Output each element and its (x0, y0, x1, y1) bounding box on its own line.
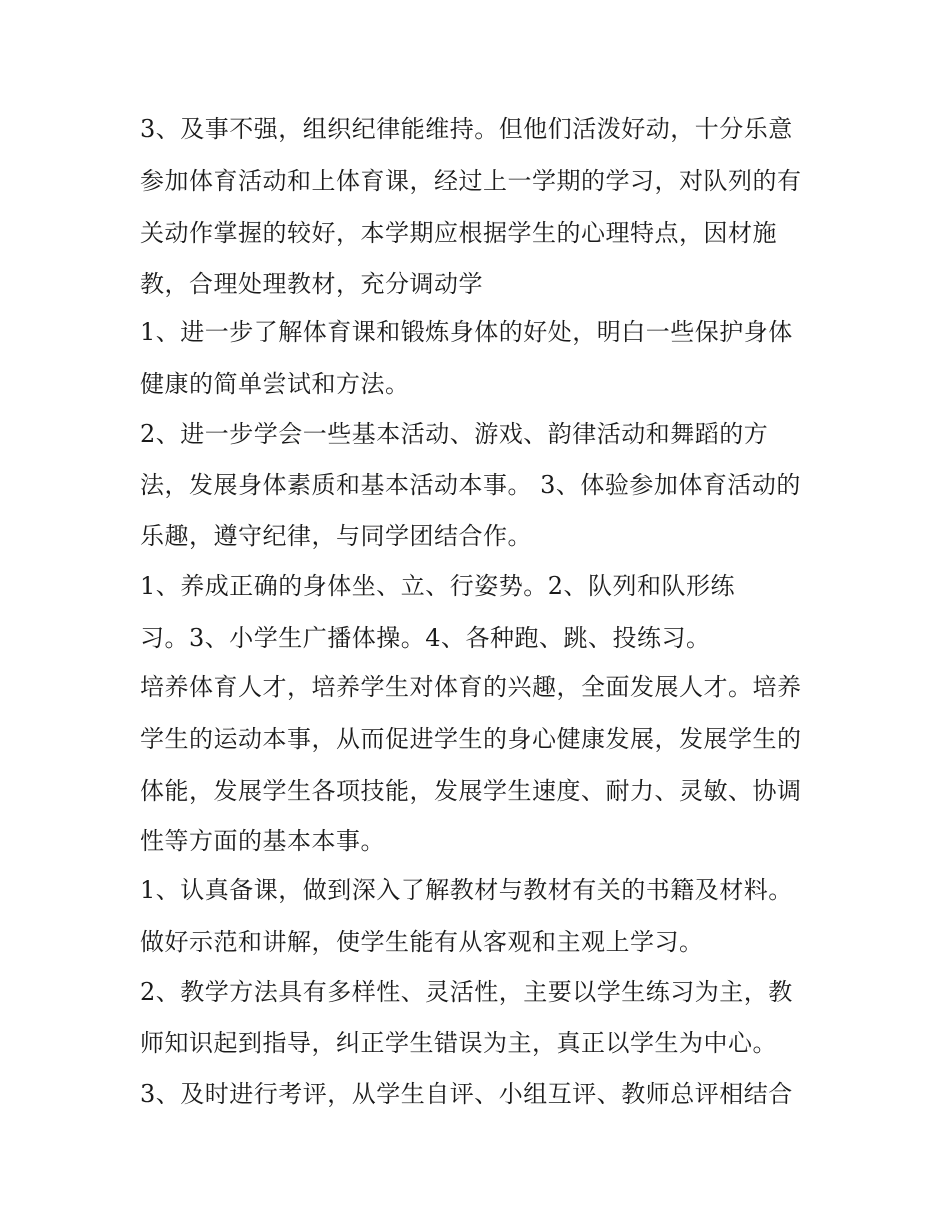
text-line: 1、进一步了解体育课和锻炼身体的好处，明白一些保护身体 (140, 318, 793, 346)
text-line: 培养体育人才，培养学生对体育的兴趣，全面发展人才。培养 (140, 673, 802, 701)
text-line: 性等方面的基本本事。 (140, 827, 385, 855)
text-line: 习。3、小学生广播体操。4、各种跑、跳、投练习。 (140, 624, 711, 652)
text-line: 关动作掌握的较好，本学期应根据学生的心理特点，因材施 (140, 219, 777, 247)
text-line: 2、进一步学会一些基本活动、游戏、韵律活动和舞蹈的方 (140, 420, 769, 448)
text-line: 参加体育活动和上体育课，经过上一学期的学习，对队列的有 (140, 167, 802, 195)
text-line: 法，发展身体素质和基本活动本事。 3、体验参加体育活动的 (140, 471, 801, 499)
text-line: 学生的运动本事，从而促进学生的身心健康发展，发展学生的 (140, 725, 802, 753)
text-line: 1、认真备课，做到深入了解教材与教材有关的书籍及材料。 (140, 876, 793, 904)
text-line: 3、及事不强，组织纪律能维持。但他们活泼好动，十分乐意 (140, 115, 793, 143)
text-line: 1、养成正确的身体坐、立、行姿势。2、队列和队形练 (140, 572, 736, 600)
text-line: 师知识起到指导，纠正学生错误为主，真正以学生为中心。 (140, 1029, 777, 1057)
text-line: 体能，发展学生各项技能，发展学生速度、耐力、灵敏、协调 (140, 777, 802, 805)
text-line: 健康的简单尝试和方法。 (140, 370, 410, 398)
text-line: 教，合理处理教材，充分调动学 (140, 270, 483, 298)
text-line: 2、教学方法具有多样性、灵活性，主要以学生练习为主，教 (140, 978, 793, 1006)
text-line: 乐趣，遵守纪律，与同学团结合作。 (140, 522, 532, 550)
text-line: 做好示范和讲解，使学生能有从客观和主观上学习。 (140, 928, 704, 956)
text-line: 3、及时进行考评，从学生自评、小组互评、教师总评相结合 (140, 1080, 793, 1108)
